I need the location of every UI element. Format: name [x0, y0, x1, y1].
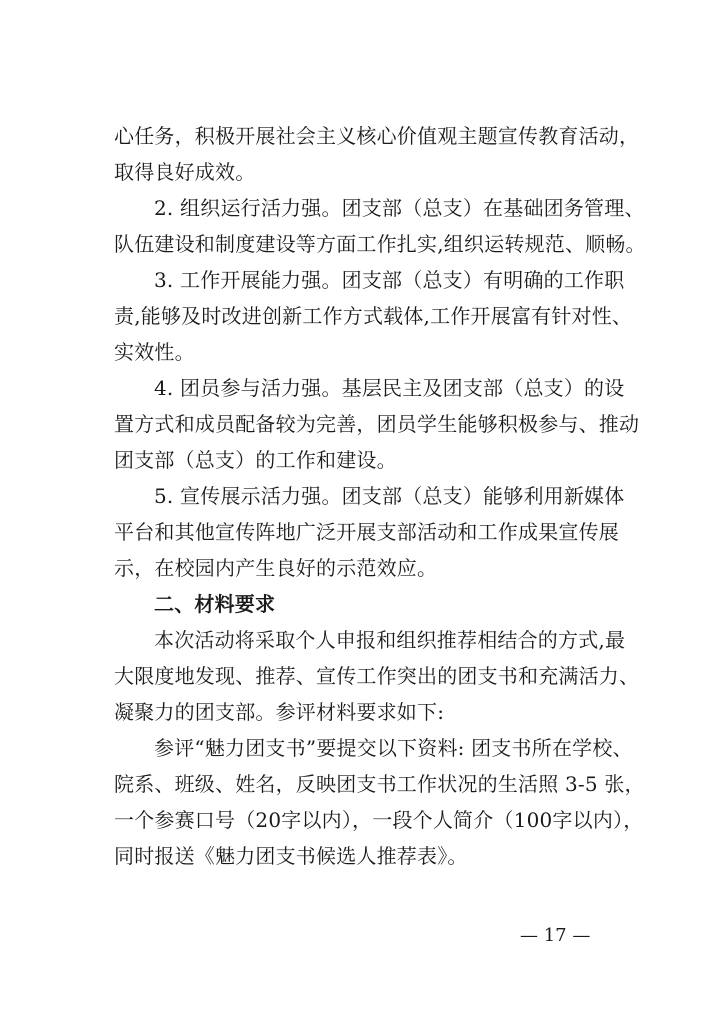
text-line: 本次活动将采取个人申报和组织推荐相结合的方式,最: [154, 628, 626, 652]
text-line: 取得良好成效。: [114, 160, 256, 184]
text-line: 同时报送《魅力团支书候选人推荐表》。: [114, 844, 468, 868]
page-number: — 17 —: [520, 925, 591, 946]
text-line: 4. 团员参与活力强。基层民主及团支部（总支）的设: [154, 376, 625, 400]
text-line: 参评“魅力团支书”要提交以下资料: 团支书所在学校、: [154, 736, 633, 760]
section-heading: 二、材料要求: [154, 592, 276, 616]
text-line: 3. 工作开展能力强。团支部（总支）有明确的工作职: [154, 268, 625, 292]
text-line: 凝聚力的团支部。参评材料要求如下:: [114, 700, 445, 724]
text-line: 团支部（总支）的工作和建设。: [114, 448, 397, 472]
text-line: 心任务，积极开展社会主义核心价值观主题宣传教育活动，: [114, 124, 640, 148]
text-line: 大限度地发现、推荐、宣传工作突出的团支书和充满活力、: [114, 664, 640, 688]
text-line: 队伍建设和制度建设等方面工作扎实,组织运转规范、顺畅。: [114, 232, 646, 256]
text-line: 示，在校园内产生良好的示范效应。: [114, 556, 438, 580]
text-line: 2. 组织运行活力强。团支部（总支）在基础团务管理、: [154, 196, 645, 220]
text-line: 置方式和成员配备较为完善，团员学生能够积极参与、推动: [114, 412, 640, 436]
text-line: 实效性。: [114, 340, 195, 364]
document-body: [114, 118, 646, 874]
text-line: 一个参赛口号（20字以内），一段个人简介（100字以内），: [114, 808, 644, 832]
text-line: 院系、班级、姓名，反映团支书工作状况的生活照 3-5 张，: [114, 772, 645, 796]
text-line: 平台和其他宣传阵地广泛开展支部活动和工作成果宣传展: [114, 520, 619, 544]
text-line: 责,能够及时改进创新工作方式载体,工作开展富有针对性、: [114, 304, 633, 328]
text-line: 5. 宣传展示活力强。团支部（总支）能够利用新媒体: [154, 484, 625, 508]
